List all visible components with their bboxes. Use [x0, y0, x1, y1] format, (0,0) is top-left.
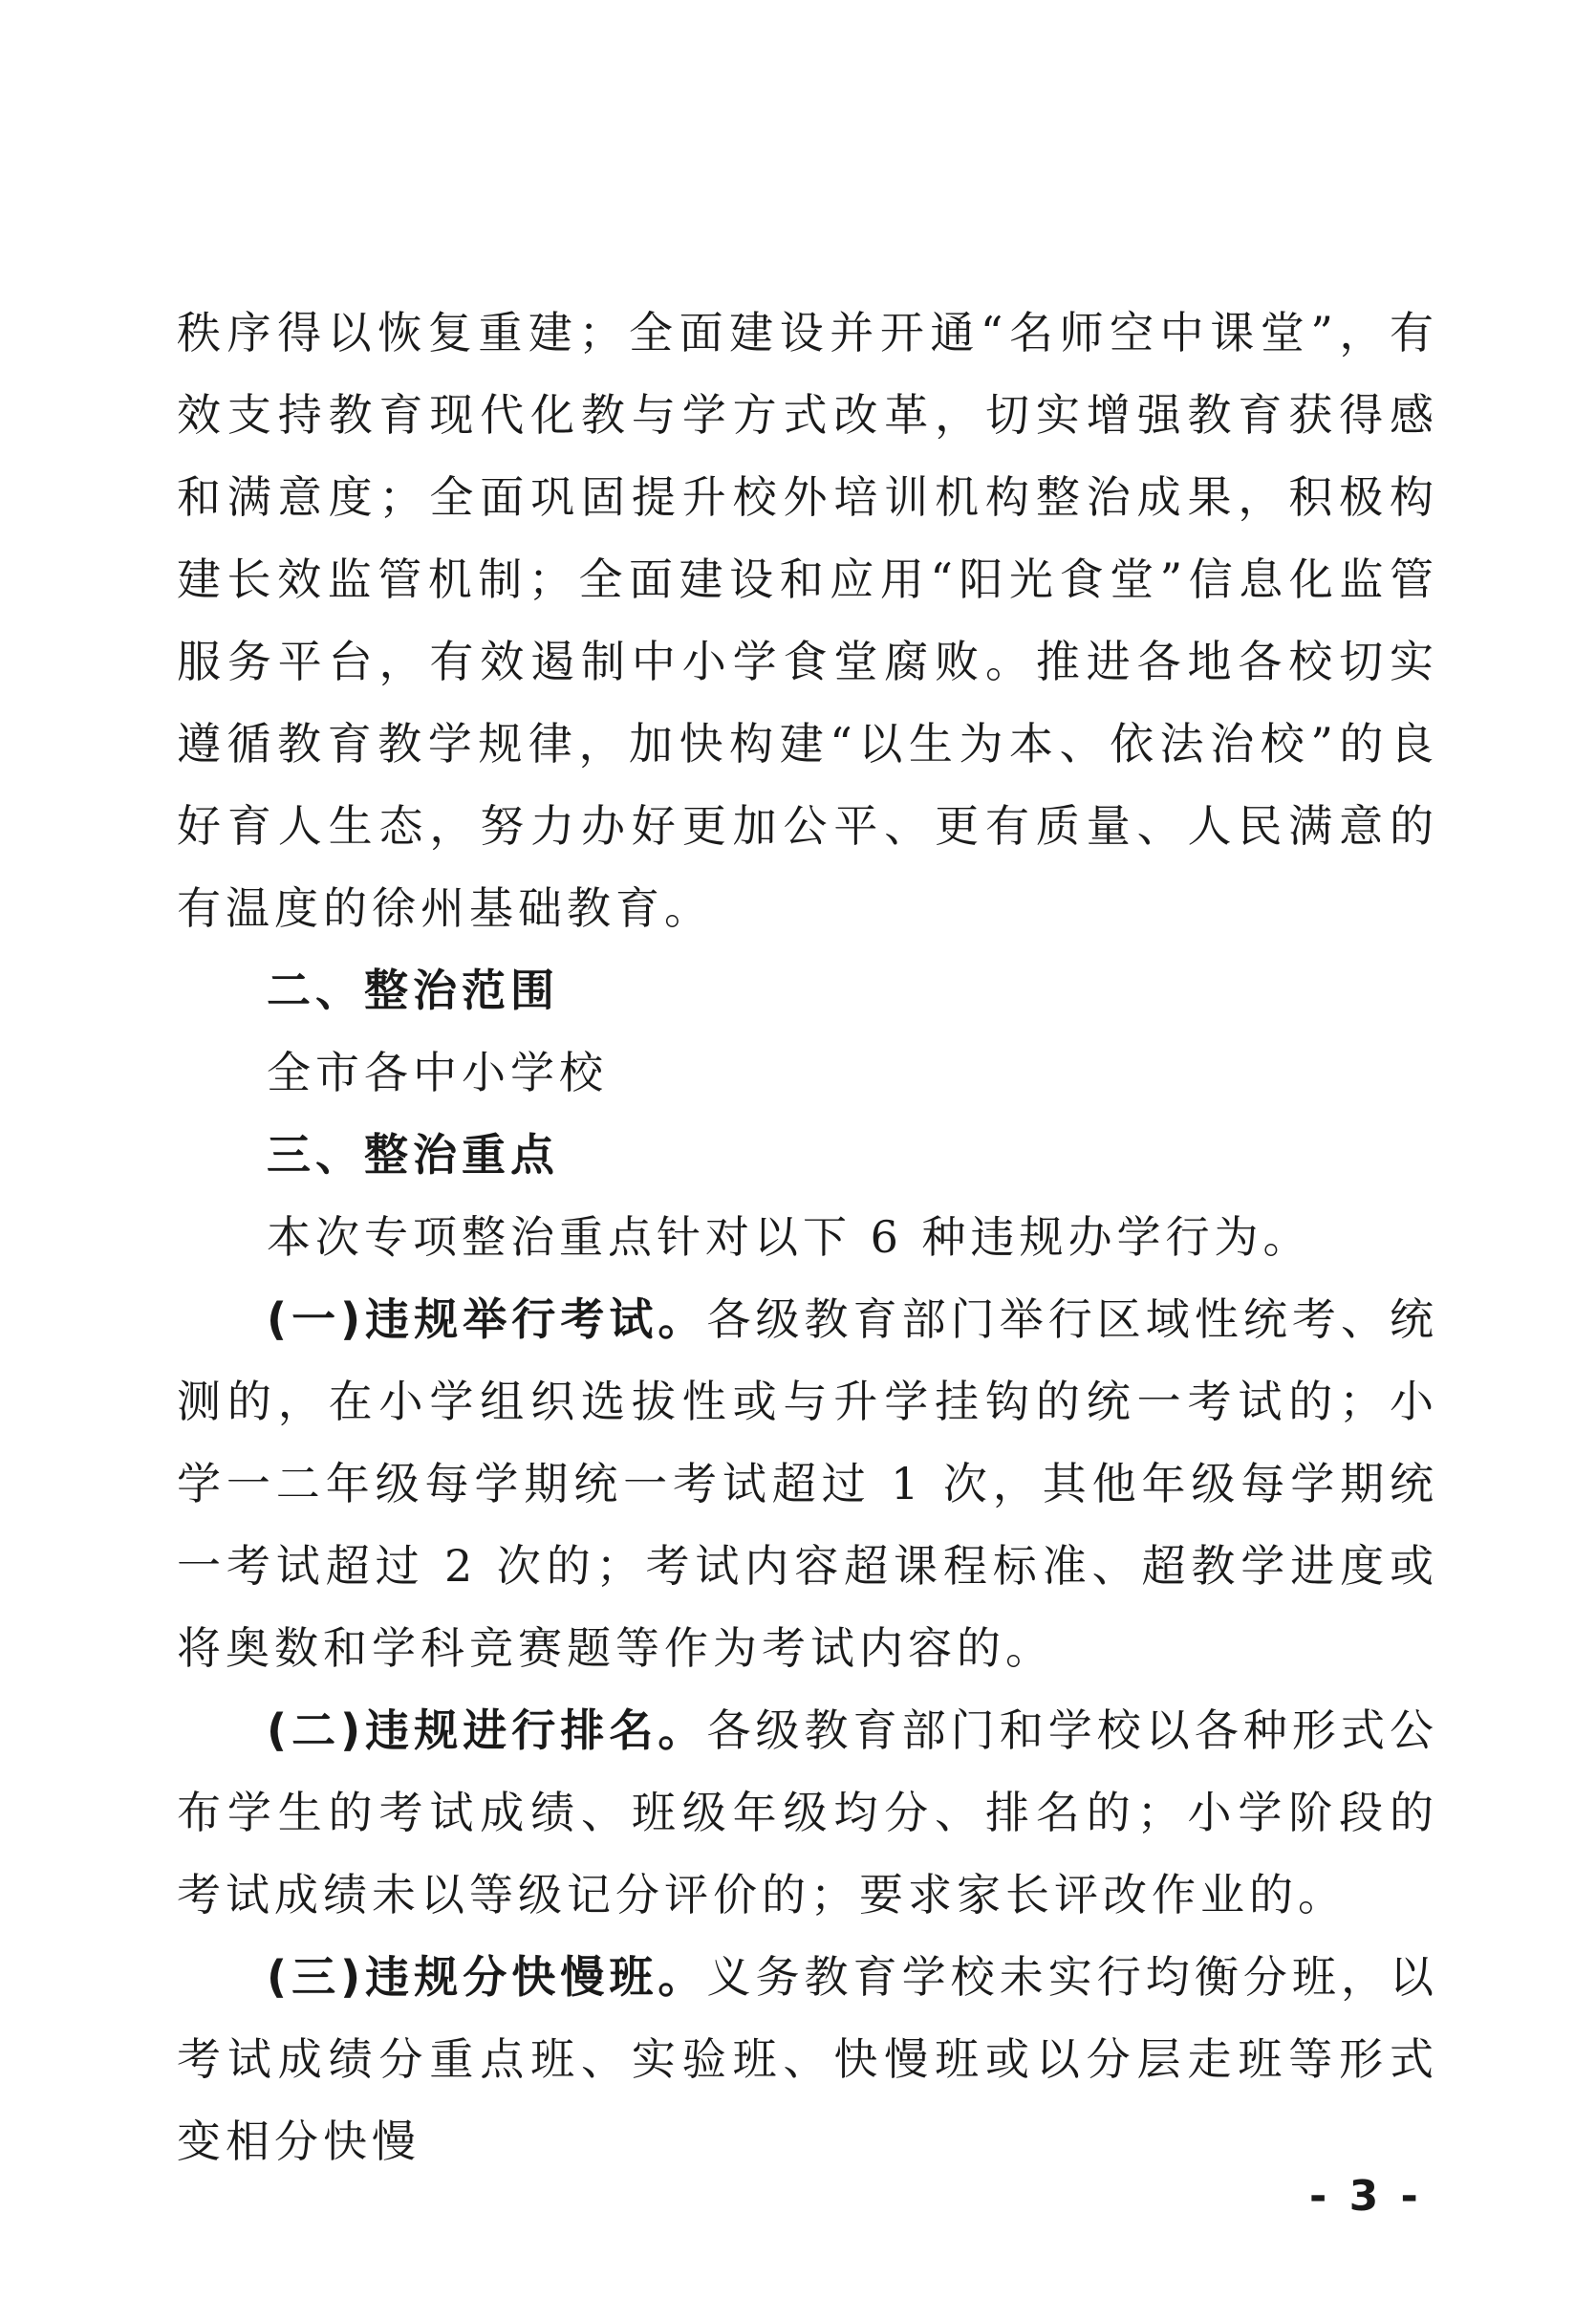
section-heading-focus: 三、整治重点: [267, 1129, 559, 1181]
section-heading-scope: 二、整治范围: [267, 965, 559, 1016]
document-body: [177, 292, 1438, 2182]
focus-item-3: [177, 1936, 1438, 2182]
focus-item-2-lead: (二)违规进行排名。: [267, 1704, 707, 1756]
focus-item-1-text: 各级教育部门举行区域性统考、统测的，在小学组织选拔性或与升学挂钩的统一考试的；小学一二年级每学期统一考试超过 1 次，其他年级每学期统一考试超过 2 次的；考试内容超课程标准、超教学进度或将奥数和学科竞赛题等作为考试内容的。: [177, 1293, 1439, 1674]
focus-item-2: [177, 1689, 1438, 1936]
focus-item-2-text: 各级教育部门和学校以各种形式公布学生的考试成绩、班级年级均分、排名的；小学阶段的考试成绩未以等级记分评价的；要求家长评改作业的。: [177, 1704, 1439, 1921]
focus-item-3-lead: (三)违规分快慢班。: [267, 1951, 707, 2003]
paragraph-continuation: 秩序得以恢复重建；全面建设并开通“名师空中课堂”，有效支持教育现代化教与学方式改革，切实增强教育获得感和满意度；全面巩固提升校外培训机构整治成果，积极构建长效监管机制；全面建设和应用“阳光食堂”信息化监管服务平台，有效遏制中小学食堂腐败。推进各地各校切实遵循教育教学规律，加快构建“以生为本、依法治校”的良好育人生态，努力办好更加公平、更有质量、人民满意的有温度的徐州基础教育。: [177, 307, 1438, 934]
section-focus-intro: 本次专项整治重点针对以下 6 种违规办学行为。: [267, 1211, 1312, 1263]
page-number: - 3 -: [1309, 2172, 1422, 2221]
focus-item-1: [177, 1278, 1438, 1689]
focus-item-3-text: 义务教育学校未实行均衡分班，以考试成绩分重点班、实验班、快慢班或以分层走班等形式变相分快慢: [177, 1951, 1439, 2167]
focus-item-1-lead: (一)违规举行考试。: [267, 1293, 707, 1345]
section-scope-body: 全市各中小学校: [267, 1047, 608, 1098]
